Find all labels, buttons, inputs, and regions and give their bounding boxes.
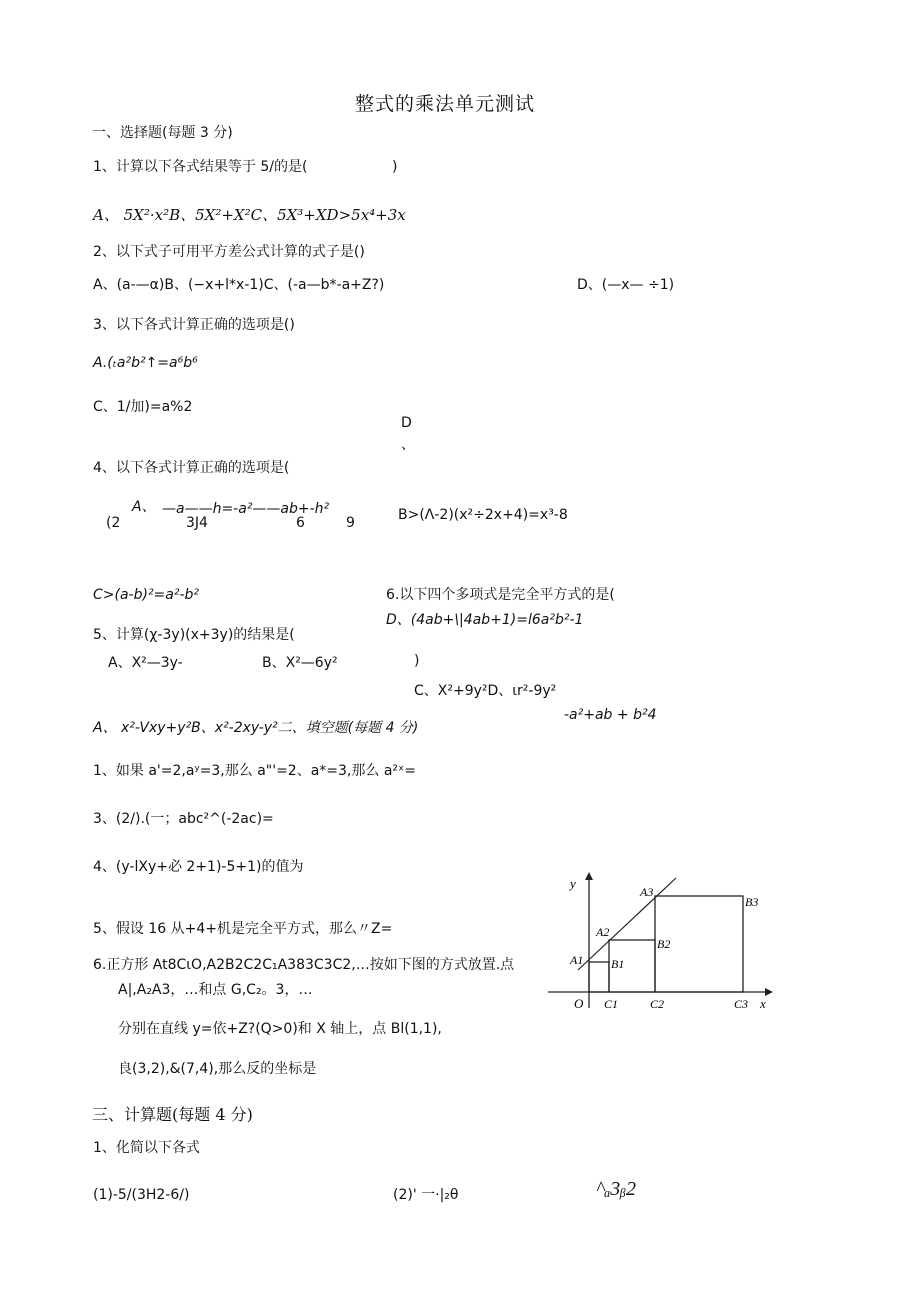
diagonal-line xyxy=(578,878,676,970)
q4-option-a-bottom-2: 3J4 xyxy=(186,515,208,531)
square-1 xyxy=(589,962,609,992)
q6-option-c: C、X²+9y²D、ιr²-9y² xyxy=(414,683,557,699)
figure-label: B3 xyxy=(745,895,759,909)
y-axis-arrow xyxy=(585,872,593,880)
q4-option-b: B>(Λ-2)(x²÷2x+4)=x³-8 xyxy=(398,507,568,523)
q5-option-a: A、X²—3y- xyxy=(108,655,183,671)
x-axis-arrow xyxy=(765,988,773,996)
q4-option-c: C>(a-b)²=a²-b² xyxy=(93,587,200,603)
figure-label: B1 xyxy=(611,957,625,971)
q5-option-line: A、 x²-Vxy+y²B、x²-2xy-y²二、填空题(每题 4 分) xyxy=(93,720,419,736)
figure-label: B2 xyxy=(657,937,671,951)
q5-option-b: B、X²—6y² xyxy=(262,655,338,671)
figure-label: C2 xyxy=(650,997,665,1011)
q3-option-a: A.(ₜa²b²↑=a⁶b⁶ xyxy=(93,355,198,371)
q6-extra: -a²+ab + b²4 xyxy=(564,707,657,723)
section-3-heading: 三、计算题(每题 4 分) xyxy=(92,1105,253,1124)
figure-label: A2 xyxy=(596,925,610,939)
q4-option-a-bottom-4: 9 xyxy=(346,515,355,531)
figure-label: x xyxy=(760,996,766,1011)
q3-option-d: D xyxy=(401,415,412,431)
q5-stem: 5、计算(χ-3y)(x+3y)的结果是( xyxy=(93,627,295,643)
q2-option-d: D、(—x— ÷1) xyxy=(577,277,675,293)
fill-6-line-2: A|,A₂A3，…和点 G,C₂。3，… xyxy=(118,982,313,998)
q4-option-a-label: A、 xyxy=(132,499,156,515)
figure-label: A3 xyxy=(640,885,654,899)
q1-options: A、 5X²·x²B、5X²+X²C、5X³+XD>5x⁴+3x xyxy=(93,206,406,224)
figure-label: A1 xyxy=(570,953,584,967)
q3-option-c: C、1/加)=a%2 xyxy=(93,399,193,415)
figure-label: C1 xyxy=(604,997,619,1011)
figure-label: C3 xyxy=(734,997,749,1011)
q6-option-d: D、(4ab+\|4ab+1)=l6a²b²-1 xyxy=(386,612,584,628)
q3-stem: 3、以下各式计算正确的选项是() xyxy=(93,317,295,333)
q4-option-a-bottom-3: 6 xyxy=(296,515,305,531)
section-3-q1-stem: 1、化简以下各式 xyxy=(93,1140,200,1156)
figure-label: O xyxy=(574,996,584,1011)
q1-paren-close: ) xyxy=(392,159,398,175)
q4-option-a-bottom-1: (2 xyxy=(106,515,121,531)
fill-6-line-3: 分别在直线 y=依+Z?(Q>0)和 X 轴上，点 Bl(1,1), xyxy=(118,1021,442,1037)
q3-option-d-mark: 、 xyxy=(401,437,415,453)
page-title: 整式的乘法单元测试 xyxy=(355,93,536,115)
q6-paren-close: ) xyxy=(414,653,420,669)
q4-option-a-top: —a——h=-a²——ab+-h² xyxy=(162,501,330,517)
q2-options-abc: A、(a-—α)B、(−x+l*x-1)C、(-a—b*-a+Z?) xyxy=(93,277,385,293)
fill-6-line-1: 6.正方形 At8CιO,A2B2C2C₁A383C3C2,…按如下图的方式放置.点 xyxy=(93,957,515,973)
section-3-part-2: (2)' 一·|₂θ xyxy=(393,1187,459,1203)
q2-stem: 2、以下式子可用平方差公式计算的式子是() xyxy=(93,244,365,260)
squares-figure xyxy=(540,870,780,1015)
q6-stem: 6.以下四个多项式是完全平方式的是( xyxy=(386,587,615,603)
section-1-heading: 一、选择题(每题 3 分) xyxy=(92,125,233,141)
q4-stem: 4、以下各式计算正确的选项是( xyxy=(93,460,290,476)
fill-3: 3、(2/).(一；abc²^(-2ac)= xyxy=(93,811,274,827)
fill-1: 1、如果 a'=2,aʸ=3,那么 a"'=2、a*=3,那么 a²ˣ= xyxy=(93,763,416,779)
figure-label: y xyxy=(570,876,576,891)
fill-4: 4、(y-lXy+必 2+1)-5+1)的值为 xyxy=(93,859,304,875)
q1-stem: 1、计算以下各式结果等于 5/的是( xyxy=(93,159,308,175)
section-3-part-1: (1)-5/(3H2-6/) xyxy=(93,1187,190,1203)
fill-5: 5、假设 16 从+4+机是完全平方式，那么〃Z= xyxy=(93,921,393,937)
fill-6-line-4: 良(3,2),&(7,4),那么反的坐标是 xyxy=(118,1061,317,1077)
section-3-part-3: ^ₐ3ᵦ2 xyxy=(596,1178,636,1200)
